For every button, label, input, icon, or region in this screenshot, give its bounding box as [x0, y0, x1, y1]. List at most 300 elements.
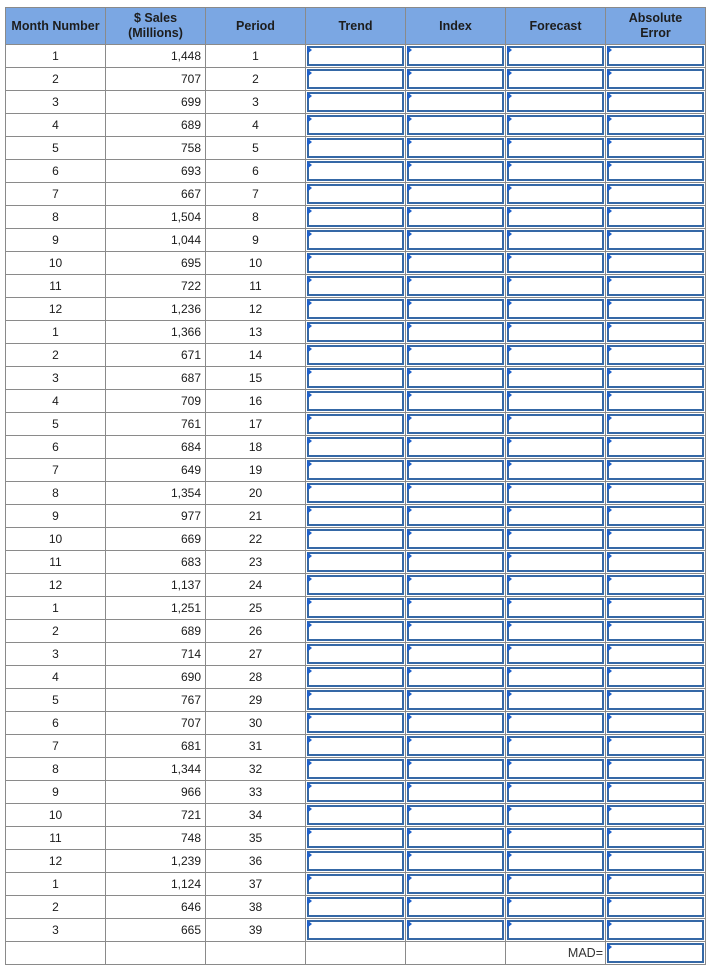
- trend-input[interactable]: [307, 575, 404, 595]
- input-marker-icon: [507, 92, 512, 100]
- index-input[interactable]: [407, 184, 504, 204]
- sales-cell: 1,137: [106, 574, 206, 597]
- forecast-input[interactable]: [507, 322, 604, 342]
- input-marker-icon: [407, 414, 412, 422]
- input-marker-icon: [507, 230, 512, 238]
- forecast-cell: [506, 758, 606, 781]
- table-row: [6, 321, 706, 344]
- forecast-cell: [506, 160, 606, 183]
- input-marker-icon: [307, 483, 312, 491]
- index-input[interactable]: [407, 506, 504, 526]
- index-cell: [406, 183, 506, 206]
- trend-input[interactable]: [307, 552, 404, 572]
- trend-input[interactable]: [307, 736, 404, 756]
- index-input[interactable]: [407, 759, 504, 779]
- index-input[interactable]: [407, 897, 504, 917]
- abs-error-cell: [606, 597, 706, 620]
- forecast-input[interactable]: [507, 276, 604, 296]
- input-marker-icon: [307, 874, 312, 882]
- abs-error-input[interactable]: [607, 713, 704, 733]
- trend-input[interactable]: [307, 713, 404, 733]
- forecast-input[interactable]: [507, 644, 604, 664]
- forecast-input[interactable]: [507, 483, 604, 503]
- trend-input[interactable]: [307, 690, 404, 710]
- forecast-input[interactable]: [507, 253, 604, 273]
- index-cell: [406, 413, 506, 436]
- month-number-cell: 8: [6, 482, 106, 505]
- abs-error-input[interactable]: [607, 92, 704, 112]
- index-input[interactable]: [407, 230, 504, 250]
- index-input[interactable]: [407, 851, 504, 871]
- abs-error-cell: [606, 229, 706, 252]
- forecast-input[interactable]: [507, 920, 604, 940]
- sales-cell: 1,236: [106, 298, 206, 321]
- index-input[interactable]: [407, 92, 504, 112]
- abs-error-input[interactable]: [607, 437, 704, 457]
- forecast-input[interactable]: [507, 575, 604, 595]
- trend-input[interactable]: [307, 138, 404, 158]
- forecast-input[interactable]: [507, 345, 604, 365]
- index-input[interactable]: [407, 115, 504, 135]
- abs-error-cell: [606, 551, 706, 574]
- index-input[interactable]: [407, 644, 504, 664]
- input-marker-icon: [307, 897, 312, 905]
- input-marker-icon: [507, 345, 512, 353]
- input-marker-icon: [307, 207, 312, 215]
- table-row: [6, 160, 706, 183]
- trend-input[interactable]: [307, 437, 404, 457]
- forecast-cell: [506, 206, 606, 229]
- index-input[interactable]: [407, 805, 504, 825]
- forecast-cell: [506, 551, 606, 574]
- index-input[interactable]: [407, 782, 504, 802]
- input-marker-icon: [407, 207, 412, 215]
- trend-input[interactable]: [307, 345, 404, 365]
- input-marker-icon: [607, 161, 612, 169]
- forecast-input[interactable]: [507, 161, 604, 181]
- trend-input[interactable]: [307, 759, 404, 779]
- month-number-cell: 11: [6, 827, 106, 850]
- index-cell: [406, 390, 506, 413]
- index-input[interactable]: [407, 690, 504, 710]
- period-cell: 21: [206, 505, 306, 528]
- index-cell: [406, 574, 506, 597]
- abs-error-input[interactable]: [607, 46, 704, 66]
- sales-cell: 721: [106, 804, 206, 827]
- forecast-input[interactable]: [507, 782, 604, 802]
- forecast-input[interactable]: [507, 46, 604, 66]
- index-input[interactable]: [407, 920, 504, 940]
- table-row: [6, 597, 706, 620]
- abs-error-input[interactable]: [607, 667, 704, 687]
- abs-error-input[interactable]: [607, 483, 704, 503]
- sales-cell: 758: [106, 137, 206, 160]
- abs-error-input[interactable]: [607, 69, 704, 89]
- abs-error-cell: [606, 919, 706, 942]
- forecast-cell: [506, 68, 606, 91]
- table-row: [6, 528, 706, 551]
- index-input[interactable]: [407, 299, 504, 319]
- forecast-input[interactable]: [507, 115, 604, 135]
- trend-input[interactable]: [307, 529, 404, 549]
- period-cell: 23: [206, 551, 306, 574]
- forecast-input[interactable]: [507, 230, 604, 250]
- abs-error-input[interactable]: [607, 736, 704, 756]
- abs-error-input[interactable]: [607, 644, 704, 664]
- input-marker-icon: [507, 138, 512, 146]
- abs-error-input[interactable]: [607, 897, 704, 917]
- index-input[interactable]: [407, 437, 504, 457]
- forecast-input[interactable]: [507, 391, 604, 411]
- index-input[interactable]: [407, 667, 504, 687]
- trend-input[interactable]: [307, 368, 404, 388]
- forecast-input[interactable]: [507, 437, 604, 457]
- abs-error-input[interactable]: [607, 253, 704, 273]
- input-marker-icon: [407, 391, 412, 399]
- trend-input[interactable]: [307, 851, 404, 871]
- abs-error-input[interactable]: [607, 851, 704, 871]
- input-marker-icon: [507, 299, 512, 307]
- month-number-cell: 5: [6, 137, 106, 160]
- abs-error-input[interactable]: [607, 621, 704, 641]
- input-marker-icon: [507, 851, 512, 859]
- abs-error-input[interactable]: [607, 161, 704, 181]
- trend-input[interactable]: [307, 805, 404, 825]
- trend-input[interactable]: [307, 184, 404, 204]
- forecast-input[interactable]: [507, 69, 604, 89]
- trend-cell: [306, 344, 406, 367]
- index-input[interactable]: [407, 828, 504, 848]
- table-row: [6, 68, 706, 91]
- forecast-cell: [506, 298, 606, 321]
- index-input[interactable]: [407, 161, 504, 181]
- period-cell: 22: [206, 528, 306, 551]
- trend-input[interactable]: [307, 414, 404, 434]
- abs-error-input[interactable]: [607, 552, 704, 572]
- trend-cell: [306, 183, 406, 206]
- mad-row: [6, 942, 706, 965]
- trend-cell: [306, 482, 406, 505]
- index-cell: [406, 367, 506, 390]
- abs-error-input[interactable]: [607, 920, 704, 940]
- input-marker-icon: [407, 368, 412, 376]
- table-row: [6, 781, 706, 804]
- input-marker-icon: [407, 345, 412, 353]
- input-marker-icon: [607, 943, 612, 951]
- abs-error-input[interactable]: [607, 460, 704, 480]
- trend-input[interactable]: [307, 460, 404, 480]
- input-marker-icon: [407, 115, 412, 123]
- abs-error-input[interactable]: [607, 598, 704, 618]
- trend-cell: [306, 367, 406, 390]
- index-input[interactable]: [407, 276, 504, 296]
- index-input[interactable]: [407, 69, 504, 89]
- index-cell: [406, 873, 506, 896]
- abs-error-cell: [606, 252, 706, 275]
- abs-error-input[interactable]: [607, 805, 704, 825]
- input-marker-icon: [507, 322, 512, 330]
- forecast-input[interactable]: [507, 207, 604, 227]
- header-sales-line1: $ Sales: [133, 11, 178, 25]
- mad-row-empty-cell: [106, 942, 206, 965]
- period-cell: 26: [206, 620, 306, 643]
- trend-input[interactable]: [307, 115, 404, 135]
- forecast-input[interactable]: [507, 736, 604, 756]
- index-input[interactable]: [407, 253, 504, 273]
- trend-cell: [306, 137, 406, 160]
- index-input[interactable]: [407, 575, 504, 595]
- index-input[interactable]: [407, 46, 504, 66]
- index-input[interactable]: [407, 736, 504, 756]
- abs-error-input[interactable]: [607, 322, 704, 342]
- input-marker-icon: [407, 805, 412, 813]
- abs-error-cell: [606, 896, 706, 919]
- forecast-input[interactable]: [507, 759, 604, 779]
- forecast-input[interactable]: [507, 713, 604, 733]
- period-cell: 20: [206, 482, 306, 505]
- input-marker-icon: [607, 345, 612, 353]
- trend-input[interactable]: [307, 483, 404, 503]
- input-marker-icon: [307, 138, 312, 146]
- abs-error-cell: [606, 827, 706, 850]
- input-marker-icon: [307, 598, 312, 606]
- header-sales-line2: (Millions): [128, 26, 183, 40]
- abs-error-input[interactable]: [607, 874, 704, 894]
- trend-input[interactable]: [307, 828, 404, 848]
- input-marker-icon: [307, 184, 312, 192]
- forecast-input[interactable]: [507, 368, 604, 388]
- input-marker-icon: [507, 276, 512, 284]
- index-input[interactable]: [407, 322, 504, 342]
- forecast-input[interactable]: [507, 92, 604, 112]
- index-input[interactable]: [407, 391, 504, 411]
- input-marker-icon: [307, 828, 312, 836]
- abs-error-input[interactable]: [607, 506, 704, 526]
- forecast-input[interactable]: [507, 897, 604, 917]
- forecast-input[interactable]: [507, 690, 604, 710]
- trend-cell: [306, 390, 406, 413]
- abs-error-cell: [606, 804, 706, 827]
- trend-input[interactable]: [307, 874, 404, 894]
- abs-error-input[interactable]: [607, 207, 704, 227]
- abs-error-input[interactable]: [607, 276, 704, 296]
- abs-error-input[interactable]: [607, 529, 704, 549]
- index-input[interactable]: [407, 207, 504, 227]
- forecast-input[interactable]: [507, 552, 604, 572]
- trend-input[interactable]: [307, 276, 404, 296]
- trend-input[interactable]: [307, 230, 404, 250]
- input-marker-icon: [507, 115, 512, 123]
- table-row: [6, 275, 706, 298]
- index-input[interactable]: [407, 621, 504, 641]
- input-marker-icon: [507, 713, 512, 721]
- input-marker-icon: [607, 897, 612, 905]
- forecast-cell: [506, 597, 606, 620]
- index-input[interactable]: [407, 552, 504, 572]
- abs-error-input[interactable]: [607, 828, 704, 848]
- sales-cell: 1,044: [106, 229, 206, 252]
- trend-input[interactable]: [307, 92, 404, 112]
- sales-cell: 695: [106, 252, 206, 275]
- input-marker-icon: [307, 575, 312, 583]
- mad-row-empty-cell: [206, 942, 306, 965]
- month-number-cell: 10: [6, 804, 106, 827]
- abs-error-input[interactable]: [607, 184, 704, 204]
- input-marker-icon: [607, 690, 612, 698]
- table-row: [6, 252, 706, 275]
- input-marker-icon: [307, 805, 312, 813]
- index-cell: [406, 735, 506, 758]
- abs-error-input[interactable]: [607, 299, 704, 319]
- input-marker-icon: [507, 552, 512, 560]
- abs-error-input[interactable]: [607, 230, 704, 250]
- abs-error-input[interactable]: [607, 690, 704, 710]
- input-marker-icon: [407, 483, 412, 491]
- trend-cell: [306, 436, 406, 459]
- forecast-input[interactable]: [507, 667, 604, 687]
- trend-input[interactable]: [307, 598, 404, 618]
- forecast-cell: [506, 781, 606, 804]
- abs-error-input[interactable]: [607, 782, 704, 802]
- forecast-input[interactable]: [507, 460, 604, 480]
- input-marker-icon: [607, 276, 612, 284]
- forecast-input[interactable]: [507, 414, 604, 434]
- table-row: [6, 183, 706, 206]
- trend-input[interactable]: [307, 299, 404, 319]
- trend-input[interactable]: [307, 46, 404, 66]
- abs-error-input[interactable]: [607, 115, 704, 135]
- trend-input[interactable]: [307, 161, 404, 181]
- trend-input[interactable]: [307, 920, 404, 940]
- forecast-input[interactable]: [507, 529, 604, 549]
- index-input[interactable]: [407, 414, 504, 434]
- table-row: [6, 758, 706, 781]
- period-cell: 16: [206, 390, 306, 413]
- index-input[interactable]: [407, 874, 504, 894]
- abs-error-cell: [606, 390, 706, 413]
- sales-cell: 665: [106, 919, 206, 942]
- input-marker-icon: [607, 667, 612, 675]
- period-cell: 3: [206, 91, 306, 114]
- index-cell: [406, 229, 506, 252]
- index-input[interactable]: [407, 345, 504, 365]
- index-cell: [406, 45, 506, 68]
- forecast-input[interactable]: [507, 874, 604, 894]
- trend-input[interactable]: [307, 207, 404, 227]
- abs-error-input[interactable]: [607, 391, 704, 411]
- trend-input[interactable]: [307, 391, 404, 411]
- input-marker-icon: [507, 805, 512, 813]
- abs-error-cell: [606, 68, 706, 91]
- forecast-input[interactable]: [507, 598, 604, 618]
- trend-cell: [306, 850, 406, 873]
- forecast-input[interactable]: [507, 506, 604, 526]
- input-marker-icon: [507, 621, 512, 629]
- trend-input[interactable]: [307, 253, 404, 273]
- input-marker-icon: [407, 920, 412, 928]
- input-marker-icon: [507, 667, 512, 675]
- trend-input[interactable]: [307, 897, 404, 917]
- table-row: [6, 551, 706, 574]
- abs-error-input[interactable]: [607, 138, 704, 158]
- forecast-cell: [506, 689, 606, 712]
- trend-cell: [306, 735, 406, 758]
- input-marker-icon: [507, 391, 512, 399]
- trend-input[interactable]: [307, 506, 404, 526]
- trend-input[interactable]: [307, 782, 404, 802]
- input-marker-icon: [307, 713, 312, 721]
- forecast-input[interactable]: [507, 851, 604, 871]
- period-cell: 6: [206, 160, 306, 183]
- abs-error-input[interactable]: [607, 759, 704, 779]
- period-cell: 7: [206, 183, 306, 206]
- period-cell: 1: [206, 45, 306, 68]
- input-marker-icon: [507, 207, 512, 215]
- forecast-input[interactable]: [507, 828, 604, 848]
- input-marker-icon: [507, 690, 512, 698]
- forecast-input[interactable]: [507, 299, 604, 319]
- input-marker-icon: [607, 92, 612, 100]
- forecast-cell: [506, 666, 606, 689]
- forecast-input[interactable]: [507, 621, 604, 641]
- input-marker-icon: [307, 736, 312, 744]
- abs-error-input[interactable]: [607, 345, 704, 365]
- month-number-cell: 9: [6, 505, 106, 528]
- abs-error-cell: [606, 620, 706, 643]
- forecast-input[interactable]: [507, 138, 604, 158]
- input-marker-icon: [607, 598, 612, 606]
- month-number-cell: 5: [6, 413, 106, 436]
- forecast-cell: [506, 436, 606, 459]
- abs-error-input[interactable]: [607, 368, 704, 388]
- input-marker-icon: [307, 644, 312, 652]
- index-input[interactable]: [407, 713, 504, 733]
- abs-error-input[interactable]: [607, 414, 704, 434]
- trend-input[interactable]: [307, 322, 404, 342]
- month-number-cell: 7: [6, 735, 106, 758]
- abs-error-input[interactable]: [607, 575, 704, 595]
- trend-input[interactable]: [307, 644, 404, 664]
- input-marker-icon: [507, 736, 512, 744]
- sales-cell: 681: [106, 735, 206, 758]
- index-input[interactable]: [407, 138, 504, 158]
- table-row: [6, 229, 706, 252]
- trend-cell: [306, 275, 406, 298]
- index-input[interactable]: [407, 483, 504, 503]
- index-cell: [406, 298, 506, 321]
- trend-cell: [306, 459, 406, 482]
- sales-cell: 748: [106, 827, 206, 850]
- month-number-cell: 12: [6, 298, 106, 321]
- table-row: [6, 459, 706, 482]
- input-marker-icon: [407, 253, 412, 261]
- forecast-input[interactable]: [507, 184, 604, 204]
- index-input[interactable]: [407, 598, 504, 618]
- input-marker-icon: [407, 506, 412, 514]
- forecast-input[interactable]: [507, 805, 604, 825]
- trend-input[interactable]: [307, 621, 404, 641]
- input-marker-icon: [307, 552, 312, 560]
- mad-input[interactable]: [607, 943, 704, 963]
- abs-error-cell: [606, 712, 706, 735]
- trend-input[interactable]: [307, 667, 404, 687]
- trend-input[interactable]: [307, 69, 404, 89]
- index-input[interactable]: [407, 368, 504, 388]
- index-cell: [406, 850, 506, 873]
- index-input[interactable]: [407, 529, 504, 549]
- index-input[interactable]: [407, 460, 504, 480]
- period-cell: 37: [206, 873, 306, 896]
